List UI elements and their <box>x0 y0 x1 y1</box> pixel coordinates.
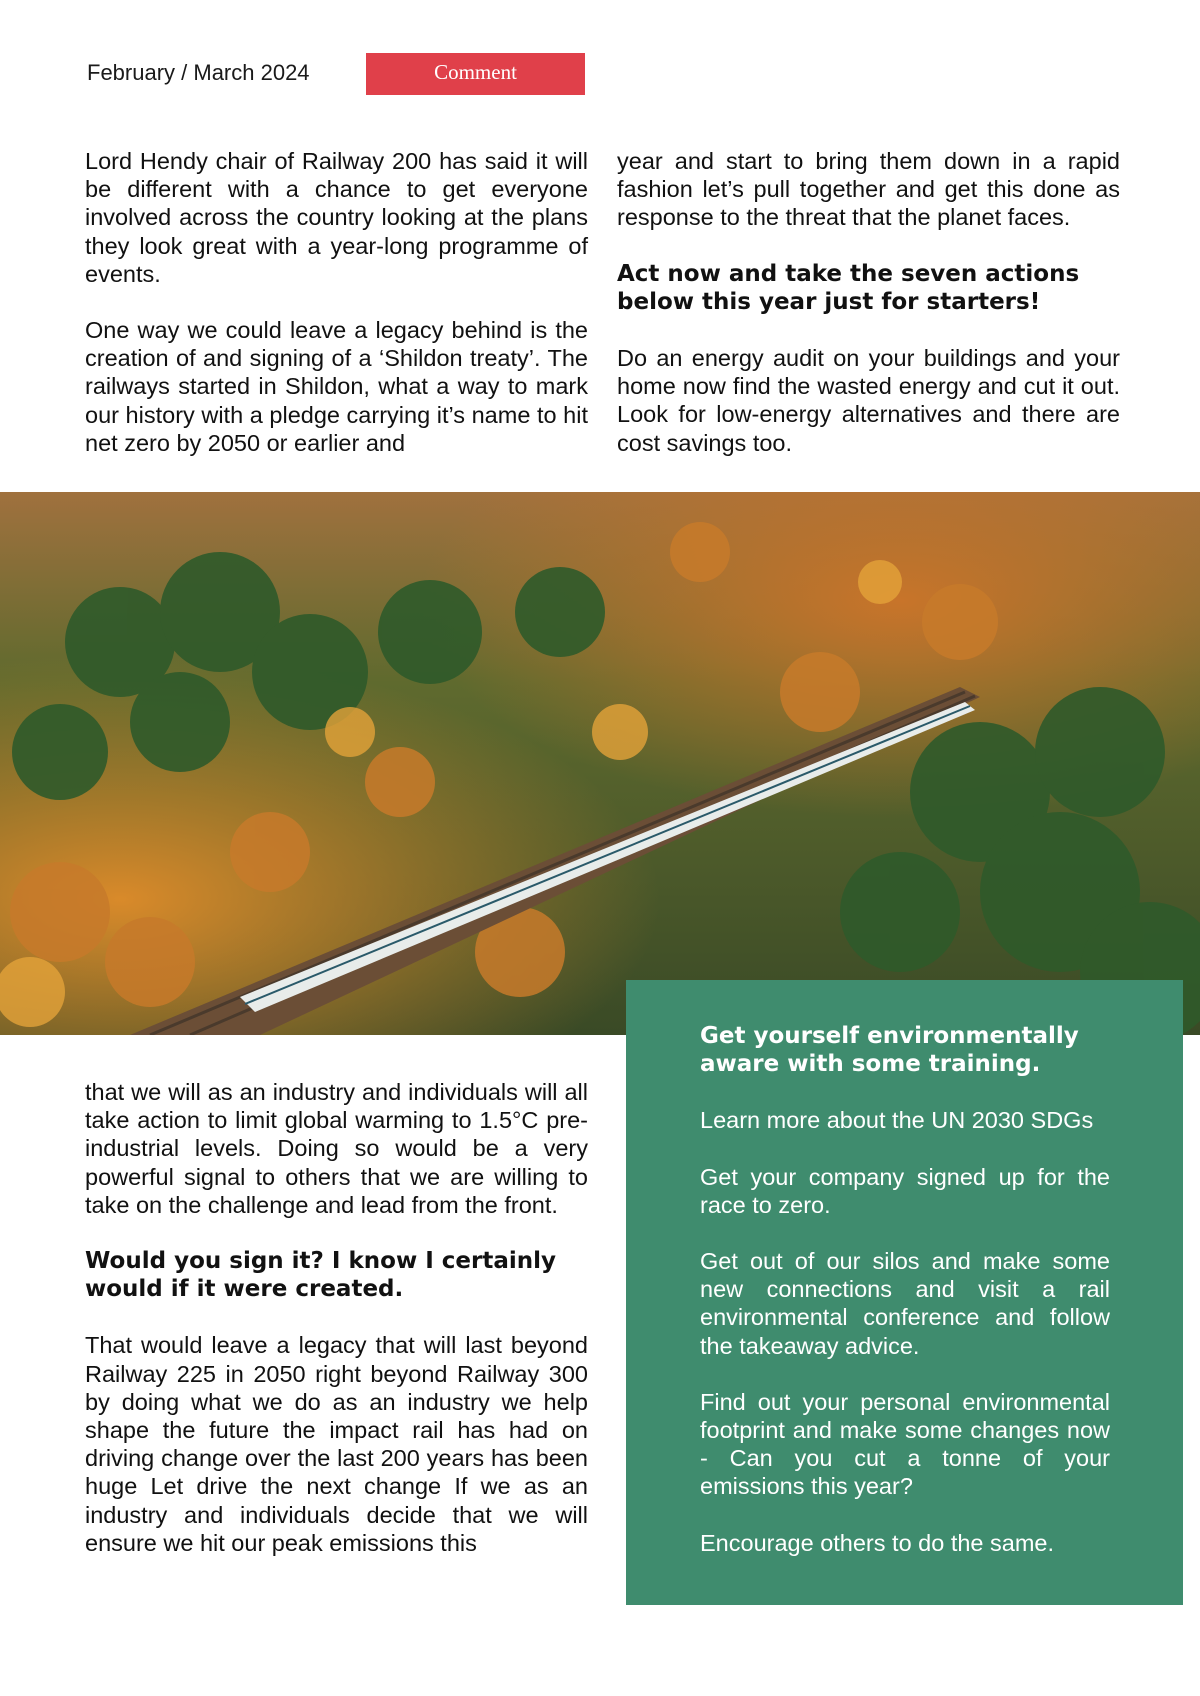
sidebar-item: Find out your personal environmental footprint and make some changes now - Can you cut a tonne of your emissions this year? <box>700 1388 1110 1500</box>
sidebar-item: Encourage others to do the same. <box>700 1529 1055 1556</box>
article-column-top-left <box>85 147 588 457</box>
sidebar-heading: Get yourself environmentally aware with some training. <box>700 1023 1079 1078</box>
subheading: Would you sign it? I know I certainly would if it were created. <box>85 1248 556 1303</box>
paragraph: Do an energy audit on your buildings and your home now find the wasted energy and cut it out. Look for low-energy alternatives and there are cost savings too. <box>617 345 1120 456</box>
forest-railway-photo <box>0 492 1200 1035</box>
paragraph: Lord Hendy chair of Railway 200 has said it will be different with a chance to get everyone involved across the country looking at the plans they look great with a year-long programme of events. <box>85 148 588 287</box>
issue-date: February / March 2024 <box>87 60 310 85</box>
paragraph: One way we could leave a legacy behind is the creation of and signing of a ‘Shildon treaty’. The railways started in Shildon, what a way to mark our history with a pledge carrying it’s name to hit net zero by 2050 or earlier and <box>85 317 588 456</box>
paragraph: That would leave a legacy that will last beyond Railway 225 in 2050 right beyond Railway 300 by doing what we do as an industry we help shape the future the impact rail has had on driving change over the last 200 years has been huge Let drive the next change If we as an industry and individuals decide that we will ensure we hit our peak emissions this <box>85 1332 588 1556</box>
sidebar-item: Learn more about the UN 2030 SDGs <box>700 1107 1094 1134</box>
section-tag: Comment <box>366 53 585 95</box>
article-column-top-right <box>617 147 1120 457</box>
sidebar-item: Get your company signed up for the race to zero. <box>700 1163 1110 1218</box>
sidebar-item: Get out of our silos and make some new connections and visit a rail environmental conference and follow the takeaway advice. <box>700 1248 1110 1359</box>
paragraph: year and start to bring them down in a rapid fashion let’s pull together and get this done as response to the threat that the planet faces. <box>617 148 1120 231</box>
training-sidebar <box>626 980 1183 1605</box>
paragraph: that we will as an industry and individuals will all take action to limit global warming to 1.5°C pre-industrial levels. Doing so would be a very powerful signal to others that we are willing to take on the challenge and lead from the front. <box>85 1079 588 1218</box>
article-column-bottom-left <box>85 1078 588 1557</box>
subheading: Act now and take the seven actions below this year just for starters! <box>617 260 1080 315</box>
